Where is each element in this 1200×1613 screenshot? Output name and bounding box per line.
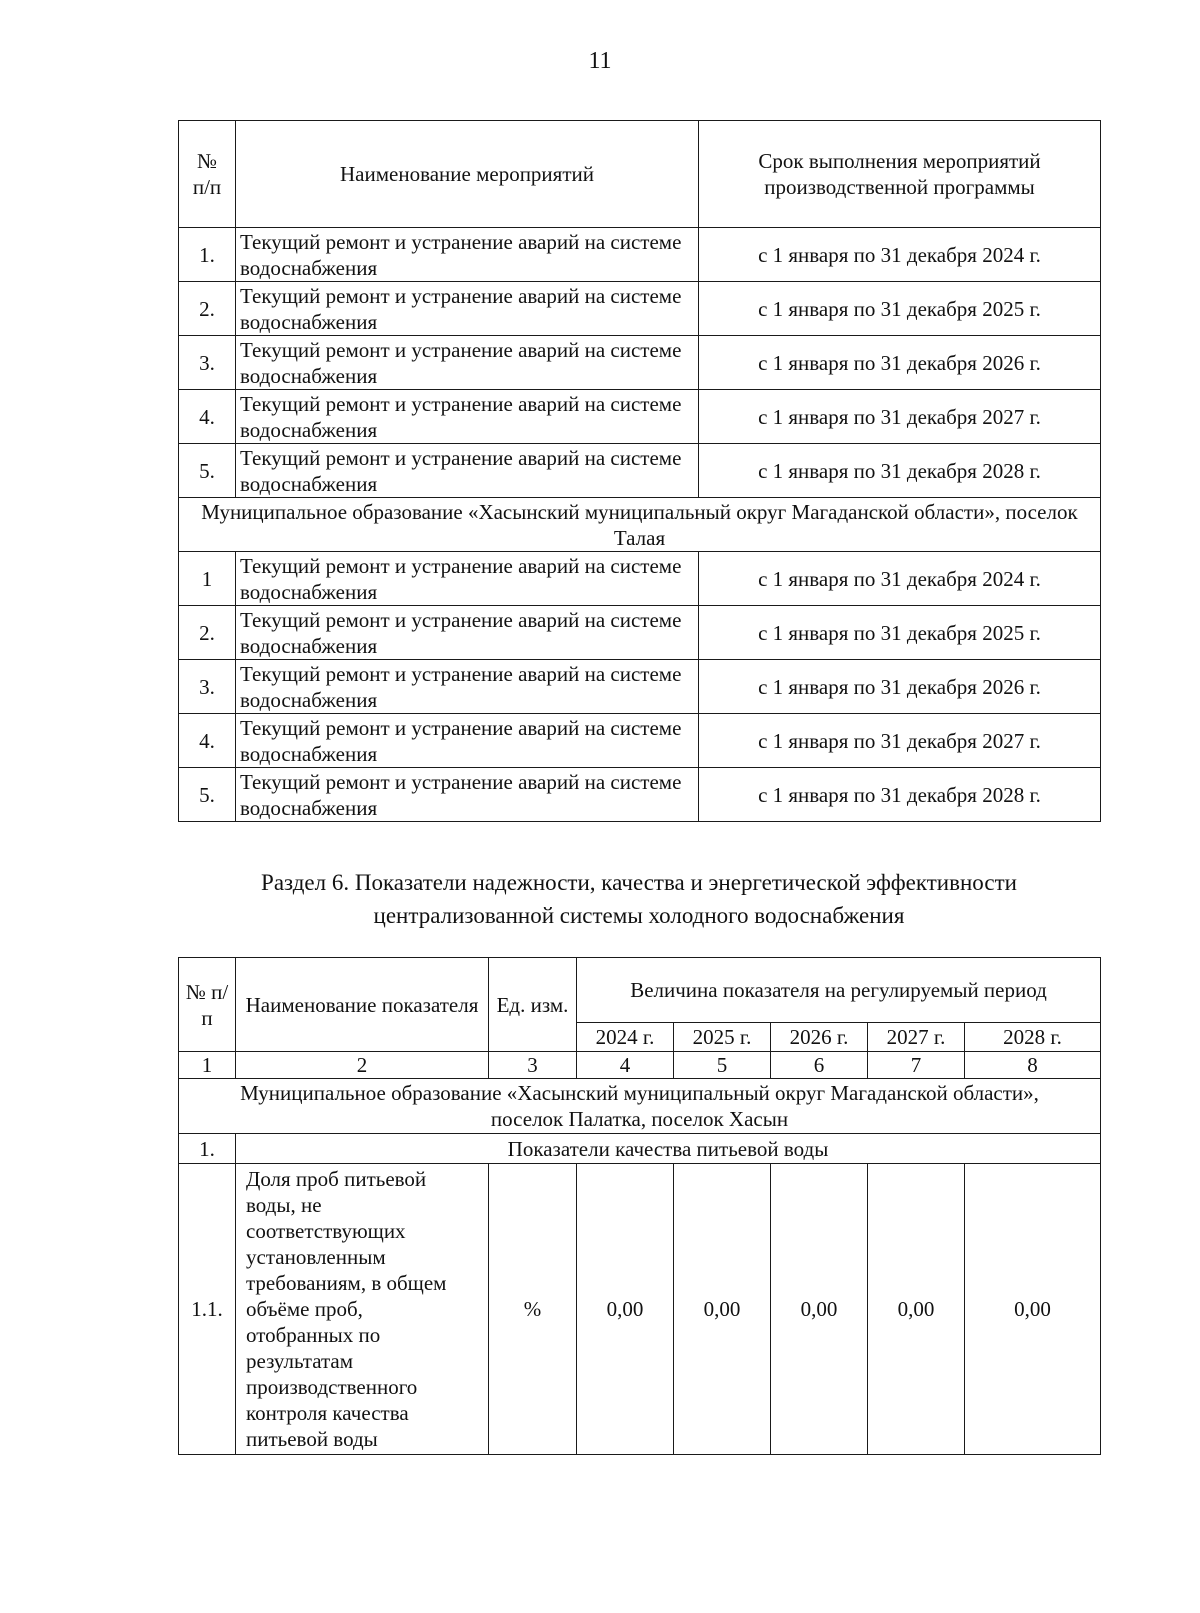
- row-term: с 1 января по 31 декабря 2026 г.: [699, 660, 1101, 714]
- column-number-row: [179, 1052, 1101, 1079]
- year-2026: 2026 г.: [771, 1023, 868, 1052]
- table-row: [179, 444, 1101, 498]
- col-number: 3: [489, 1052, 577, 1079]
- row-name: Текущий ремонт и устранение аварий на системе водоснабжения: [236, 282, 699, 336]
- indicator-value: 0,00: [674, 1164, 771, 1455]
- col-number: 6: [771, 1052, 868, 1079]
- indicators-table: [178, 957, 1101, 1455]
- row-term: с 1 января по 31 декабря 2024 г.: [699, 228, 1101, 282]
- table-row: [179, 552, 1101, 606]
- indicator-unit: %: [489, 1164, 577, 1455]
- group-row: [179, 498, 1101, 552]
- indicator-num: 1.1.: [179, 1164, 236, 1455]
- table-header-row: [179, 958, 1101, 1023]
- row-term: с 1 января по 31 декабря 2028 г.: [699, 768, 1101, 822]
- row-name: Текущий ремонт и устранение аварий на системе водоснабжения: [236, 714, 699, 768]
- year-2027: 2027 г.: [868, 1023, 965, 1052]
- row-name: Текущий ремонт и устранение аварий на системе водоснабжения: [236, 606, 699, 660]
- row-term: с 1 января по 31 декабря 2027 г.: [699, 390, 1101, 444]
- page-number: 11: [588, 48, 612, 74]
- row-num: 1.: [179, 228, 236, 282]
- table-row: [179, 606, 1101, 660]
- row-num: 4.: [179, 714, 236, 768]
- table-row: [179, 768, 1101, 822]
- row-term: с 1 января по 31 декабря 2024 г.: [699, 552, 1101, 606]
- header-num: № п/п: [179, 121, 236, 228]
- col-number: 2: [236, 1052, 489, 1079]
- header-period: Величина показателя на регулируемый период: [577, 958, 1101, 1023]
- table-row: [179, 336, 1101, 390]
- year-2024: 2024 г.: [577, 1023, 674, 1052]
- table-row: [179, 660, 1101, 714]
- group-title: Муниципальное образование «Хасынский муниципальный округ Магаданской области», поселок Палатка, поселок Хасын: [179, 1079, 1101, 1134]
- row-num: 3.: [179, 336, 236, 390]
- table-row: [179, 228, 1101, 282]
- row-term: с 1 января по 31 декабря 2026 г.: [699, 336, 1101, 390]
- row-num: 2.: [179, 282, 236, 336]
- year-2028: 2028 г.: [965, 1023, 1101, 1052]
- row-num: 5.: [179, 768, 236, 822]
- col-number: 1: [179, 1052, 236, 1079]
- row-num: 1: [179, 552, 236, 606]
- row-name: Текущий ремонт и устранение аварий на системе водоснабжения: [236, 228, 699, 282]
- row-num: 2.: [179, 606, 236, 660]
- row-name: Текущий ремонт и устранение аварий на системе водоснабжения: [236, 768, 699, 822]
- row-num: 3.: [179, 660, 236, 714]
- indicator-value: 0,00: [868, 1164, 965, 1455]
- header-term: Срок выполнения мероприятий производственной программы: [699, 121, 1101, 228]
- col-number: 7: [868, 1052, 965, 1079]
- row-name: Текущий ремонт и устранение аварий на системе водоснабжения: [236, 336, 699, 390]
- row-term: с 1 января по 31 декабря 2028 г.: [699, 444, 1101, 498]
- row-term: с 1 января по 31 декабря 2027 г.: [699, 714, 1101, 768]
- row-term: с 1 января по 31 декабря 2025 г.: [699, 606, 1101, 660]
- subsection-row: [179, 1134, 1101, 1164]
- col-number: 8: [965, 1052, 1101, 1079]
- indicator-value: 0,00: [577, 1164, 674, 1455]
- indicator-value: 0,00: [771, 1164, 868, 1455]
- header-name: Наименование показателя: [236, 958, 489, 1052]
- header-unit: Ед. изм.: [489, 958, 577, 1052]
- row-name: Текущий ремонт и устранение аварий на системе водоснабжения: [236, 660, 699, 714]
- subsection-num: 1.: [179, 1134, 236, 1164]
- col-number: 5: [674, 1052, 771, 1079]
- header-name: Наименование мероприятий: [236, 121, 699, 228]
- row-num: 4.: [179, 390, 236, 444]
- row-num: 5.: [179, 444, 236, 498]
- group-title: Муниципальное образование «Хасынский муниципальный округ Магаданской области», поселок Талая: [179, 498, 1101, 552]
- indicator-value: 0,00: [965, 1164, 1101, 1455]
- indicator-name: Доля проб питьевой воды, не соответствующих установленным требованиям, в общем объёме проб, отобранных по результатам производственного контроля качества питьевой воды: [236, 1164, 489, 1455]
- table-row: [179, 282, 1101, 336]
- section-title: Раздел 6. Показатели надежности, качества и энергетической эффективности централизованной системы холодного водоснабжения: [261, 870, 1017, 928]
- row-name: Текущий ремонт и устранение аварий на системе водоснабжения: [236, 390, 699, 444]
- table-header-row: [179, 121, 1101, 228]
- row-term: с 1 января по 31 декабря 2025 г.: [699, 282, 1101, 336]
- table-row: [179, 390, 1101, 444]
- subsection-title: Показатели качества питьевой воды: [236, 1134, 1101, 1164]
- year-2025: 2025 г.: [674, 1023, 771, 1052]
- group-row: [179, 1079, 1101, 1134]
- col-number: 4: [577, 1052, 674, 1079]
- row-name: Текущий ремонт и устранение аварий на системе водоснабжения: [236, 444, 699, 498]
- row-name: Текущий ремонт и устранение аварий на системе водоснабжения: [236, 552, 699, 606]
- indicator-row: [179, 1164, 1101, 1455]
- header-num: № п/п: [179, 958, 236, 1052]
- activities-table: [178, 120, 1101, 822]
- table-row: [179, 714, 1101, 768]
